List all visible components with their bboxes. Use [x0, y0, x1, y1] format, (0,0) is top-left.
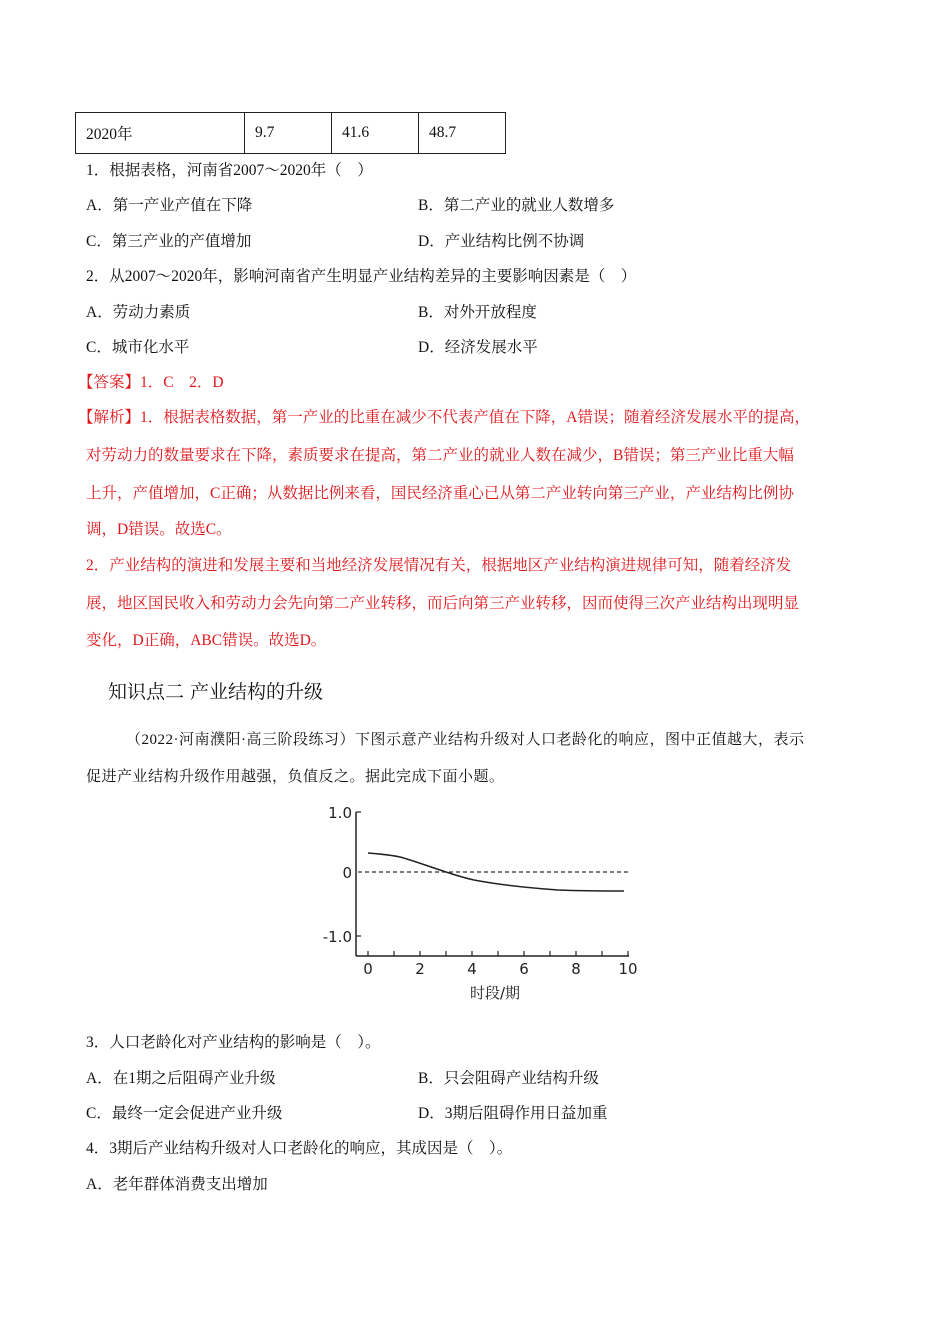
table-cell-primary: 9.7 — [245, 113, 332, 154]
question-4-option-a: A．老年群体消费支出增加 — [86, 1176, 268, 1193]
analysis-line-4: 调，D错误。故选C。 — [86, 521, 232, 538]
x-tick-label: 10 — [618, 960, 638, 978]
question-3-option-b: B．只会阻碍产业结构升级 — [418, 1070, 599, 1087]
question-1-option-c: C．第三产业的产值增加 — [86, 233, 252, 250]
y-tick-label: 1.0 — [328, 804, 352, 822]
table-row — [76, 113, 506, 154]
section-title: 知识点二 产业结构的升级 — [108, 681, 324, 703]
x-tick-label: 4 — [467, 960, 477, 978]
table-cell-secondary: 41.6 — [332, 113, 419, 154]
question-1-option-b: B．第二产业的就业人数增多 — [418, 197, 615, 214]
question-3-stem: 3．人口老龄化对产业结构的影响是（ ）。 — [86, 1034, 381, 1051]
intro-line-2: 促进产业结构升级作用越强，负值反之。据此完成下面小题。 — [86, 769, 505, 785]
y-tick-label: -1.0 — [322, 928, 352, 946]
x-axis-label: 时段/期 — [469, 984, 521, 1002]
industry-structure-table — [75, 112, 506, 154]
analysis-line-3: 上升，产值增加，C正确；从数据比例来看，国民经济重心已从第二产业转向第三产业，产业结构比例协 — [86, 485, 794, 502]
question-1-stem: 1．根据表格，河南省2007～2020年（ ） — [86, 162, 373, 179]
y-tick-label: 0 — [342, 864, 352, 882]
analysis-line-1 — [78, 408, 810, 428]
analysis-label: 【解析】 — [78, 409, 141, 426]
question-2-option-b: B．对外开放程度 — [418, 304, 537, 321]
answer-text: 1．C 2．D — [140, 374, 224, 391]
question-2-stem: 2．从2007～2020年，影响河南省产生明显产业结构差异的主要影响因素是（ ） — [86, 268, 637, 285]
analysis-text: 1．根据表格数据，第一产业的比重在减少不代表产值在下降，A错误；随着经济发展水平的提高， — [140, 409, 810, 426]
response-line-chart — [320, 795, 650, 1010]
table-cell-tertiary: 48.7 — [419, 113, 506, 154]
answer-label: 【答案】 — [78, 374, 141, 391]
question-2-option-c: C．城市化水平 — [86, 339, 190, 356]
question-1-option-a: A．第一产业产值在下降 — [86, 197, 253, 214]
x-tick-label: 6 — [519, 960, 529, 978]
analysis-2-line-3: 变化，D正确，ABC错误。故选D。 — [86, 632, 327, 649]
question-3-option-d: D．3期后阻碍作用日益加重 — [418, 1105, 608, 1122]
x-tick-label: 2 — [415, 960, 425, 978]
question-3-option-c: C．最终一定会促进产业升级 — [86, 1105, 283, 1122]
question-2-option-a: A．劳动力素质 — [86, 304, 191, 321]
analysis-2-line-2: 展，地区国民收入和劳动力会先向第二产业转移，而后向第三产业转移，因而使得三次产业结构出现明显 — [86, 595, 800, 612]
question-2-option-d: D．经济发展水平 — [418, 339, 538, 356]
analysis-line-2: 对劳动力的数量要求在下降，素质要求在提高，第二产业的就业人数在减少，B错误；第三产业比重大幅 — [86, 447, 794, 464]
question-4-stem: 4．3期后产业结构升级对人口老龄化的响应，其成因是（ ）。 — [86, 1140, 513, 1157]
table-cell-year: 2020年 — [76, 113, 245, 154]
x-tick-label: 8 — [571, 960, 581, 978]
x-tick-label: 0 — [363, 960, 373, 978]
analysis-2-line-1: 2．产业结构的演进和发展主要和当地经济发展情况有关，根据地区产业结构演进规律可知，随着经济发 — [86, 557, 792, 574]
intro-line-1: （2022·河南濮阳·高三阶段练习）下图示意产业结构升级对人口老龄化的响应，图中正值越大，表示 — [126, 732, 805, 748]
answer-line — [78, 373, 224, 393]
question-1-option-d: D．产业结构比例不协调 — [418, 233, 585, 250]
question-3-option-a: A．在1期之后阻碍产业升级 — [86, 1070, 276, 1087]
